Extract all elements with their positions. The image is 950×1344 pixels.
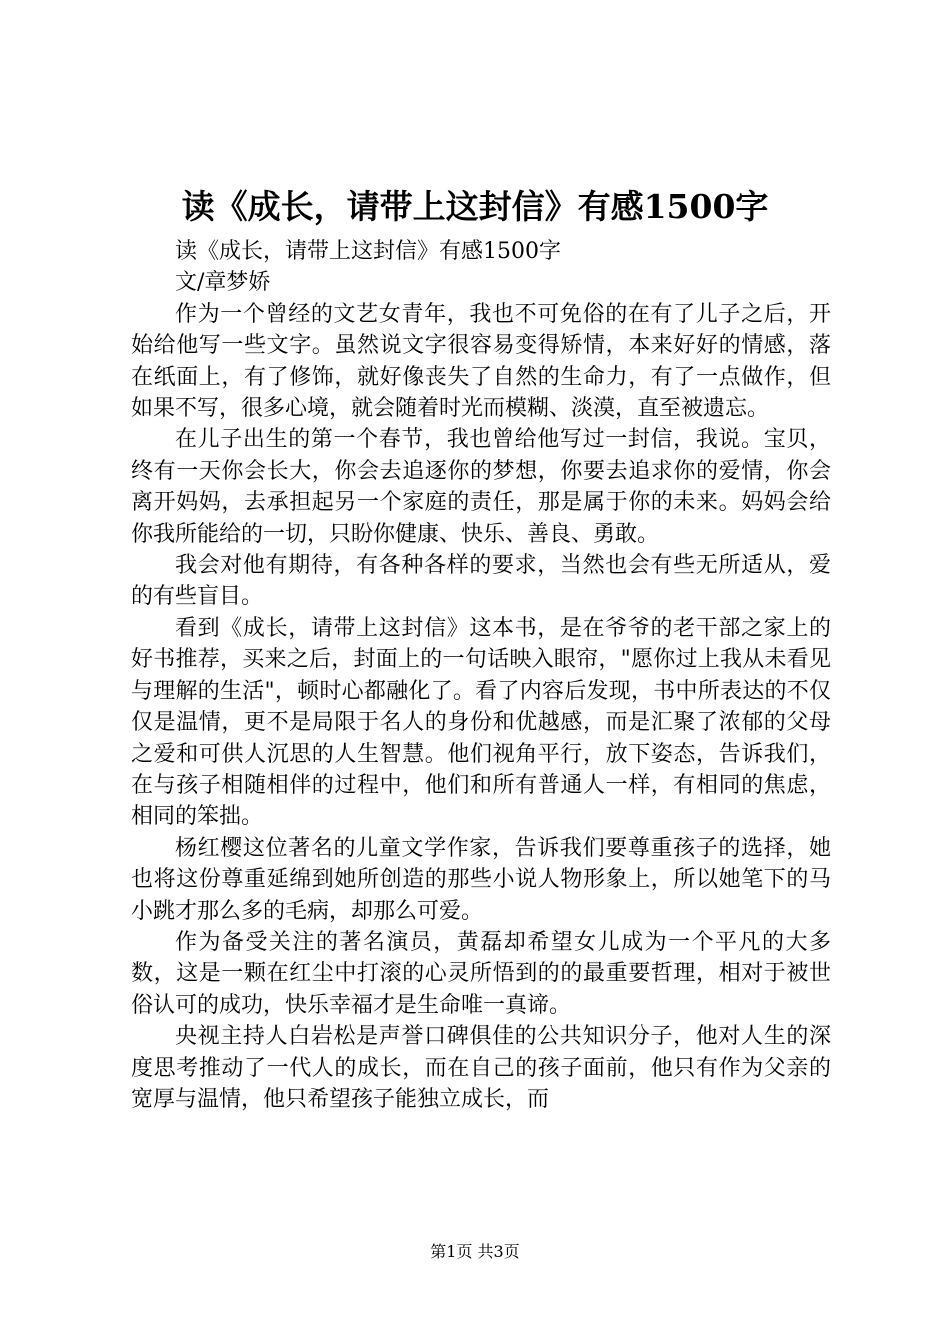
document-body <box>131 236 831 1115</box>
paragraph: 看到《成长，请带上这封信》这本书，是在爷爷的老干部之家上的好书推荐，买来之后，封面上的一句话映入眼帘，"愿你过上我从未看见与理解的生活"，顿时心都融化了。看了内容后发现，书中所表达的不仅仅是温情，更不是局限于名人的身份和优越感，而是汇聚了浓郁的父母之爱和可供人沉思的人生智慧。他们视角平行，放下姿态，告诉我们，在与孩子相随相伴的过程中，他们和所有普通人一样，有相同的焦虑，相同的笨拙。 <box>131 615 831 830</box>
page-footer <box>0 1240 950 1264</box>
paragraph: 我会对他有期待，有各种各样的要求，当然也会有些无所适从，爱的有些盲目。 <box>131 553 831 610</box>
paragraph: 作为备受关注的著名演员，黄磊却希望女儿成为一个平凡的大多数，这是一颗在红尘中打滚的心灵所悟到的的最重要哲理，相对于被世俗认可的成功，快乐幸福才是生命唯一真谛。 <box>131 929 831 1018</box>
paragraph-author: 文/章梦娇 <box>175 270 271 296</box>
document-title: 读《成长，请带上这封信》有感1500字 <box>181 187 769 226</box>
page-indicator: 第1页 共3页 <box>430 1242 520 1261</box>
paragraph: 在儿子出生的第一个春节，我也曾给他写过一封信，我说。宝贝，终有一天你会长大，你会去追逐你的梦想，你要去追求你的爱情，你会离开妈妈，去承担起另一个家庭的责任，那是属于你的未来。妈妈会给你我所能给的一切，只盼你健康、快乐、善良、勇敢。 <box>131 427 831 547</box>
paragraph: 杨红樱这位著名的儿童文学作家，告诉我们要尊重孩子的选择，她也将这份尊重延绵到她所创造的那些小说人物形象上，所以她笔下的马小跳才那么多的毛病，却那么可爱。 <box>131 835 831 924</box>
paragraph: 作为一个曾经的文艺女青年，我也不可免俗的在有了儿子之后，开始给他写一些文字。虽然说文字很容易变得矫情，本来好好的情感，落在纸面上，有了修饰，就好像丧失了自然的生命力，有了一点做作，但如果不写，很多心境，就会随着时光而模糊、淡漠，直至被遗忘。 <box>131 301 831 422</box>
paragraph-subtitle: 读《成长，请带上这封信》有感1500字 <box>175 239 561 264</box>
paragraph: 央视主持人白岩松是声誉口碑俱佳的公共知识分子，他对人生的深度思考推动了一代人的成长，而在自己的孩子面前，他只有作为父亲的宽厚与温情，他只希望孩子能独立成长，而 <box>131 1024 831 1112</box>
